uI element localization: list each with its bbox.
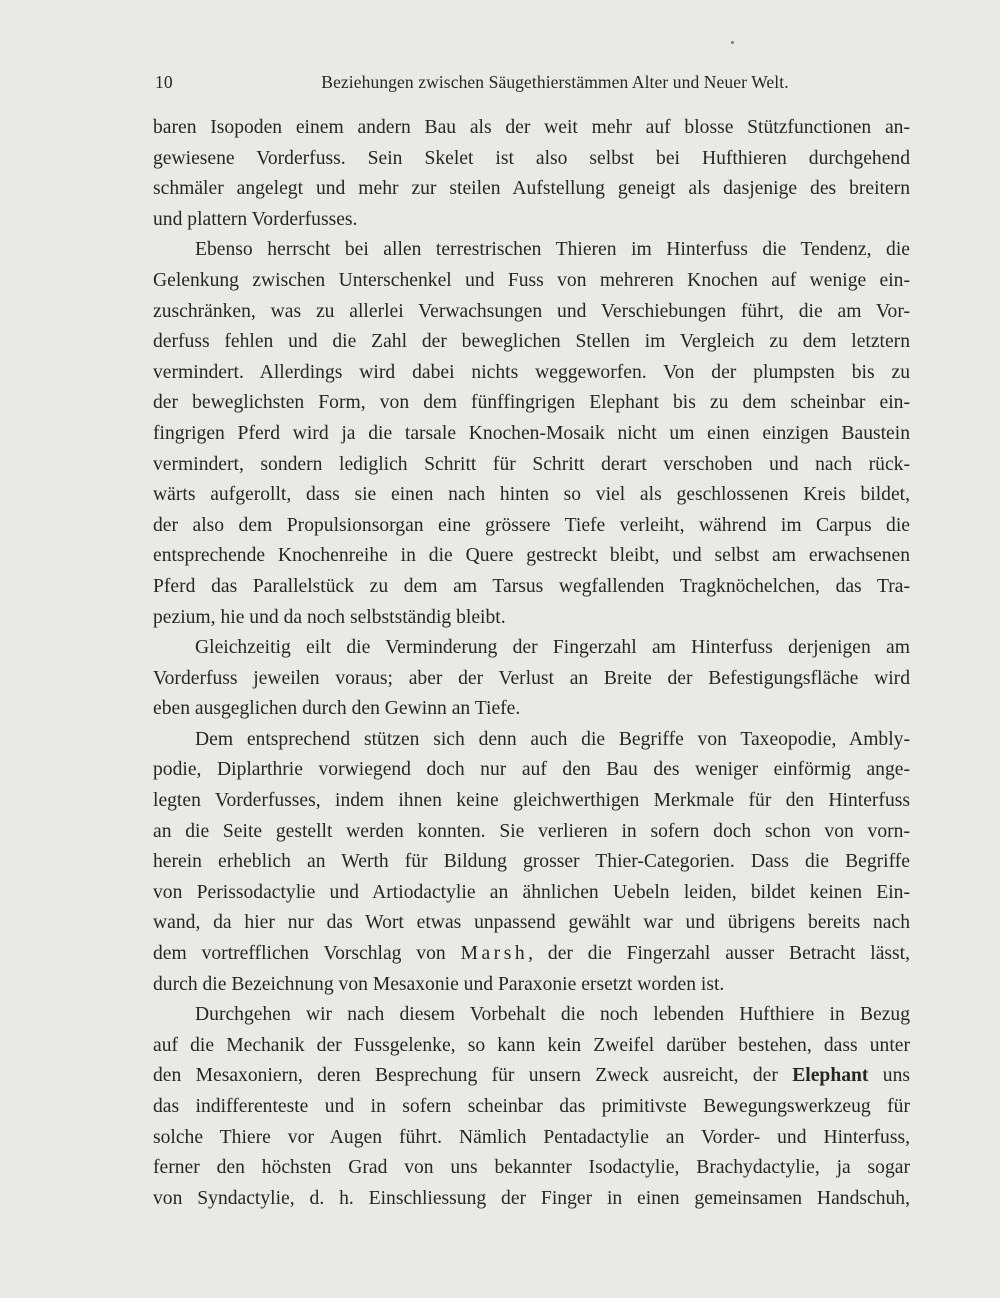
- text-line: der also dem Propulsionsorgan eine grössere Tiefe verleiht, während im Carpus die: [153, 514, 910, 536]
- text-line: Gelenkung zwischen Unterschenkel und Fuss von mehreren Knochen auf wenige ein-: [153, 269, 910, 291]
- text-line: Durchgehen wir nach diesem Vorbehalt die noch lebenden Hufthiere in Bezug: [195, 1004, 910, 1026]
- bold-term-elephant: Elephant: [792, 1065, 869, 1087]
- text-line: Ebenso herrscht bei allen terrestrischen Thieren im Hinterfuss die Tendenz, die: [195, 239, 910, 261]
- text-line: vermindert, sondern lediglich Schritt für Schritt derart verschoben und nach rück-: [153, 453, 910, 475]
- body-text: [153, 113, 910, 1214]
- running-title: Beziehungen zwischen Säugethierstämmen Alter und Neuer Welt.: [321, 72, 789, 92]
- text-line: gewiesene Vorderfuss. Sein Skelet ist also selbst bei Hufthieren durchgehend: [153, 147, 910, 169]
- text-line: wand, da hier nur das Wort etwas unpassend gewählt war und übrigens bereits nach: [153, 912, 910, 934]
- running-header: [155, 72, 915, 100]
- text-line: vermindert. Allerdings wird dabei nichts weggeworfen. Von der plumpsten bis zu: [153, 361, 910, 383]
- text-fragment: , der die Fingerzahl ausser Betracht lässt,: [528, 943, 910, 965]
- text-line: der beweglichsten Form, von dem fünffingrigen Elephant bis zu dem scheinbar ein-: [153, 392, 910, 414]
- text-line: Dem entsprechend stützen sich denn auch die Begriffe von Taxeopodie, Ambly-: [195, 728, 910, 750]
- text-fragment: uns: [868, 1065, 910, 1087]
- text-line: und plattern Vorderfusses.: [153, 208, 358, 230]
- text-line: fingrigen Pferd wird ja die tarsale Knochen-Mosaik nicht um einen einzigen Baustein: [153, 422, 910, 444]
- text-line: auf die Mechanik der Fussgelenke, so kann kein Zweifel darüber bestehen, dass unter: [153, 1034, 910, 1056]
- text-line: legten Vorderfusses, indem ihnen keine gleichwerthigen Merkmale für den Hinterfuss: [153, 790, 910, 812]
- text-line: an die Seite gestellt werden konnten. Sie verlieren in sofern doch schon von vorn-: [153, 820, 910, 842]
- text-line: ferner den höchsten Grad von uns bekannter Isodactylie, Brachydactylie, ja sogar: [153, 1157, 910, 1179]
- text-line: pezium, hie und da noch selbstständig bleibt.: [153, 606, 506, 628]
- text-line: Vorderfuss jeweilen voraus; aber der Verlust an Breite der Befestigungsfläche wird: [153, 667, 910, 689]
- text-line: herein erheblich an Werth für Bildung grosser Thier-Categorien. Dass die Begriffe: [153, 851, 910, 873]
- text-line: derfuss fehlen und die Zahl der beweglichen Stellen im Vergleich zu dem letztern: [153, 331, 910, 353]
- text-fragment: dem vortrefflichen Vorschlag von: [153, 943, 461, 965]
- text-line-elephant: [153, 1061, 910, 1092]
- text-line: eben ausgeglichen durch den Gewinn an Tiefe.: [153, 698, 521, 720]
- text-line: Gleichzeitig eilt die Verminderung der Fingerzahl am Hinterfuss derjenigen am: [195, 637, 910, 659]
- text-line: durch die Bezeichnung von Mesaxonie und Paraxonie ersetzt worden ist.: [153, 973, 725, 995]
- text-line: Pferd das Parallelstück zu dem am Tarsus wegfallenden Tragknöchelchen, das Tra-: [153, 575, 910, 597]
- paper-speck: [731, 41, 734, 44]
- author-name-marsh: Marsh: [460, 943, 529, 965]
- text-line: wärts aufgerollt, dass sie einen nach hinten so viel als geschlossenen Kreis bildet,: [153, 484, 910, 506]
- text-line: zuschränken, was zu allerlei Verwachsungen und Verschiebungen führt, die am Vor-: [153, 300, 910, 322]
- text-line: das indifferenteste und in sofern scheinbar das primitivste Bewegungswerkzeug für: [153, 1096, 910, 1117]
- text-line: von Syndactylie, d. h. Einschliessung der Finger in einen gemeinsamen Handschuh,: [153, 1187, 910, 1209]
- text-fragment: den Mesaxoniern, deren Besprechung für unsern Zweck ausreicht, der: [153, 1065, 793, 1087]
- text-line: podie, Diplarthrie vorwiegend doch nur auf den Bau des weniger einförmig ange-: [153, 759, 910, 781]
- text-line: baren Isopoden einem andern Bau als der weit mehr auf blosse Stützfunctionen an-: [153, 117, 910, 138]
- text-line: schmäler angelegt und mehr zur steilen Aufstellung geneigt als dasjenige des breitern: [153, 178, 910, 200]
- text-line: entsprechende Knochenreihe in die Quere gestreckt bleibt, und selbst am erwachsenen: [153, 545, 910, 567]
- text-line: solche Thiere vor Augen führt. Nämlich Pentadactylie an Vorder- und Hinterfuss,: [153, 1126, 910, 1148]
- page-number: 10: [155, 72, 173, 92]
- text-line-marsh: [153, 939, 910, 970]
- text-line: von Perissodactylie und Artiodactylie an ähnlichen Uebeln leiden, bildet keinen Ein-: [153, 881, 910, 903]
